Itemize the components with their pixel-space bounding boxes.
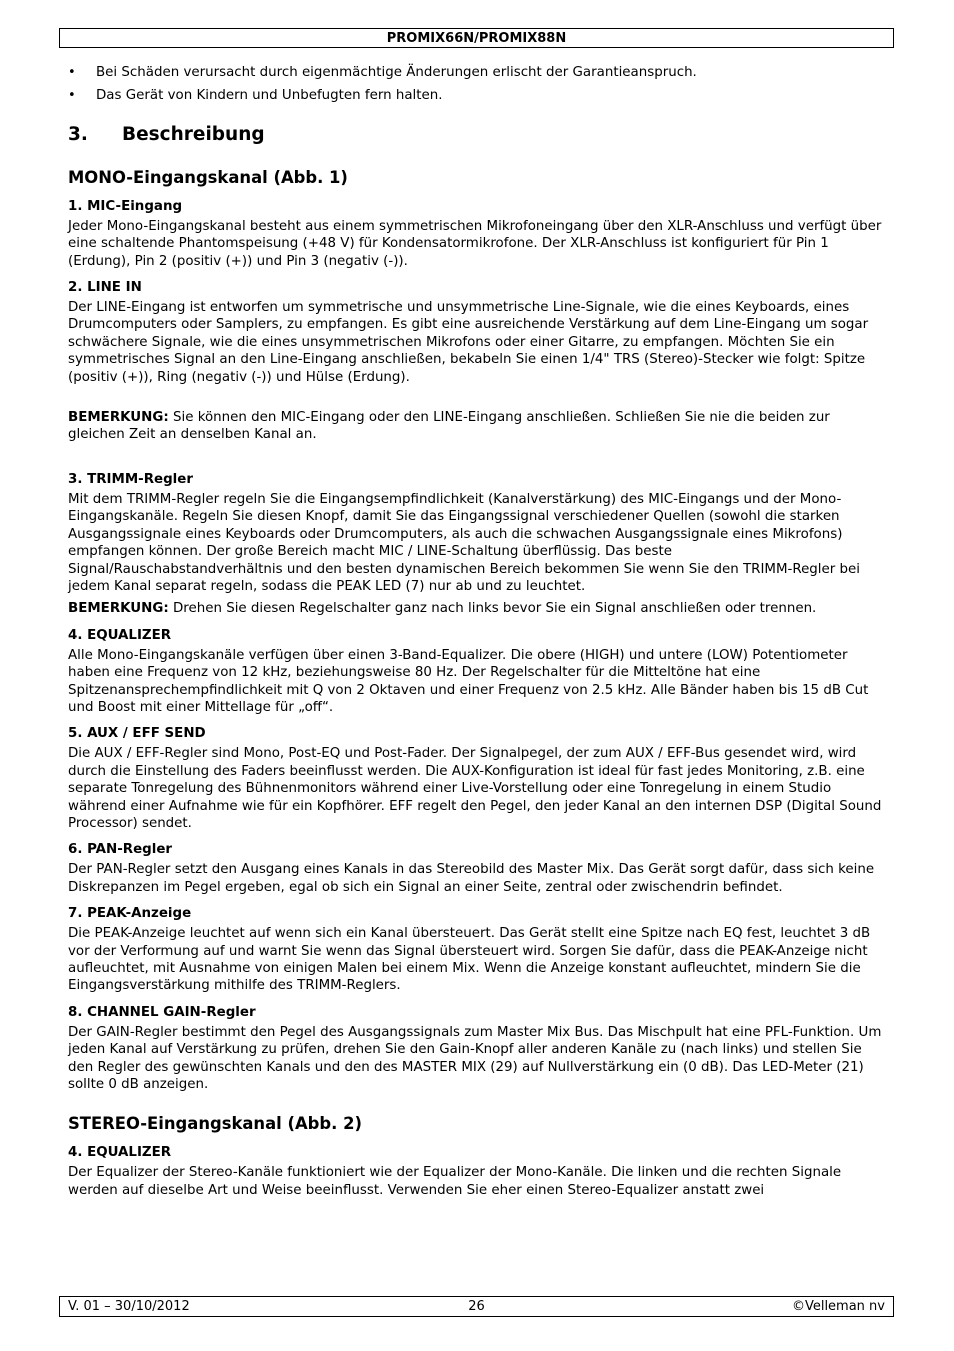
list-item: • Das Gerät von Kindern und Unbefugten fern halten. (68, 87, 886, 104)
mic-title: 1. MIC-Eingang (68, 198, 183, 214)
trim-note (68, 600, 886, 617)
trim-text: Mit dem TRIMM-Regler regeln Sie die Eingangsempfindlichkeit (Kanalverstärkung) des MIC-Eingangs und der Mono-Eingangskanäle. Regeln Sie diesen Knopf, damit Sie das Eingangssignal verschiedener Quellen (sowohl die starken Ausgangssignale eines Keyboards oder Drumcomputers, als auch die schwachen Ausgangssignale eines Mikrofons) empfangen können. Der große Bereich macht MIC / LINE-Schaltung überflüssig. Das beste Signal/Rauschabstandverhältnis und den besten dynamischen Bereich bekommen Sie wenn Sie den TRIMM-Regler bei jedem Kanal separat regeln, sodass die PEAK LED (7) nur ab und zu leuchtet. (68, 491, 860, 594)
document-title: PROMIX66N/PROMIX88N (386, 31, 567, 46)
peak-title: 7. PEAK-Anzeige (68, 906, 192, 922)
note-text: Sie können den MIC-Eingang oder den LINE-Eingang anschließen. Schließen Sie nie die beiden zur gleichen Zeit an denselben Kanal an. (68, 410, 830, 443)
mic-text: Jeder Mono-Eingangskanal besteht aus einem symmetrischen Mikrofoneingang über den XLR-Anschluss und verfügt über eine schaltende Phantomspeisung (+48 V) für Kondensatormikrofone. Der XLR-Anschluss ist konfiguriert für Pin 1 (Erdung), Pin 2 (positiv (+)) und Pin 3 (negativ (-)). (68, 218, 882, 269)
peak-text: Die PEAK-Anzeige leuchtet auf wenn sich ein Kanal übersteuert. Das Gerät stellt eine Spitze nach EQ fest, leuchtet 3 dB vor der Verformung auf und warnt Sie wenn das Signal übersteuert wird. Sorgen Sie dafür, dass die PEAK-Anzeige nicht aufleuchtet, mit Ausnahme von einigen Malen bei einem Mix. Wenn die Anzeige konstant aufleuchtet, mindern Sie die Eingangsverstärkung mithilfe des TRIMM-Reglers. (68, 926, 871, 994)
aux-text: Die AUX / EFF-Regler sind Mono, Post-EQ und Post-Fader. Der Signalpegel, der zum AUX / EFF-Bus gesendet wird, wird durch die Einstellung des Faders beeinflusst werden. Die AUX-Konfiguration ist ideal für fast jedes Monitoring, z.B. eine separate Tonregelung des Bühnenmonitors während einer Live-Vorstellung oder eine Tonregelung in einem Studio während einer Aufnahme wie für ein Kopfhörer. EFF regelt den Pegel, den jeder Kanal an den internen DSP (Digital Sound Processor) sendet. (68, 746, 882, 831)
page-content (68, 64, 886, 1199)
aux-title: 5. AUX / EFF SEND (68, 726, 206, 742)
note-text: Drehen Sie diesen Regelschalter ganz nach links bevor Sie ein Signal anschließen oder trennen. (168, 601, 817, 617)
trim-title: 3. TRIMM-Regler (68, 471, 193, 487)
stereo-eq-title: 4. EQUALIZER (68, 1145, 172, 1161)
stereo-eq-text: Der Equalizer der Stereo-Kanäle funktioniert wie der Equalizer der Mono-Kanäle. Die linken und die rechten Signale werden auf dieselbe Art und Weise beeinflusst. Verwenden Sie eher einen Stereo-Equalizer anstatt zwei (68, 1165, 842, 1198)
bullet-list (68, 64, 886, 105)
section-heading (68, 123, 886, 147)
note-label: BEMERKUNG: (68, 410, 169, 426)
eq-title: 4. EQUALIZER (68, 627, 172, 643)
section-title: Beschreibung (122, 123, 265, 145)
section-number: 3. (68, 123, 88, 145)
eq-text: Alle Mono-Eingangskanäle verfügen über einen 3-Band-Equalizer. Die obere (HIGH) und untere (LOW) Potentiometer haben eine Frequenz von 12 kHz, beziehungsweise 80 Hz. Der Regelschalter für die Mitteltöne hat eine Spitzenansprechempfindlichkeit mit Q von 2 Oktaven und einer Frequenz von 2.5 kHz. Alle Bänder haben bis 15 dB Cut und Boost mit einer Mittellage für „off“. (68, 647, 869, 715)
pan-text: Der PAN-Regler setzt den Ausgang eines Kanals in das Stereobild des Master Mix. Das Gerät sorgt dafür, dass sich keine Diskrepanzen im Pegel ergeben, egal ob sich ein Signal an einer Seite, zentral oder zwischendrin befindet. (68, 862, 875, 895)
list-item: • Bei Schäden verursacht durch eigenmächtige Änderungen erlischt der Garantieanspruch. (68, 64, 886, 81)
page-footer (59, 1296, 894, 1317)
copyright: ©Velleman nv (791, 1299, 885, 1314)
line-title: 2. LINE IN (68, 280, 142, 296)
version-date: V. 01 – 30/10/2012 (68, 1299, 190, 1314)
line-note (68, 409, 886, 444)
pan-title: 6. PAN-Regler (68, 842, 173, 858)
note-label: BEMERKUNG: (68, 601, 169, 617)
mono-heading: MONO-Eingangskanal (Abb. 1) (68, 167, 348, 187)
page-header (59, 28, 894, 48)
gain-text: Der GAIN-Regler bestimmt den Pegel des Ausgangssignals zum Master Mix Bus. Das Mischpult hat eine PFL-Funktion. Um jeden Kanal auf Verstärkung zu prüfen, drehen Sie den Gain-Knopf aller anderen Kanäle zu (nach links) und stellen Sie den Regler des gewünschten Kanals und den des MASTER MIX (29) auf Nullverstärkung ein (0 dB). Das LED-Meter (21) sollte 0 dB anzeigen. (68, 1024, 882, 1093)
page-number: 26 (468, 1299, 485, 1314)
line-text: Der LINE-Eingang ist entworfen um symmetrische und unsymmetrische Line-Signale, wie die eines Keyboards, eines Drumcomputers oder Samplers, zu empfangen. Es gibt eine ausreichende Verstärkung auf dem Line-Eingang um sogar schwächere Signale, wie die eines unsymmetrischen Mikrofons oder einer Gitarre, zu empfangen. Möchten Sie ein symmetrisches Signal an den Line-Eingang anschließen, bekabeln Sie einen 1/4" TRS (Stereo)-Stecker wie folgt: Spitze (positiv (+)), Ring (negativ (-)) und Hülse (Erdung). (68, 300, 869, 385)
stereo-heading: STEREO-Eingangskanal (Abb. 2) (68, 1114, 362, 1134)
gain-title: 8. CHANNEL GAIN-Regler (68, 1004, 256, 1020)
